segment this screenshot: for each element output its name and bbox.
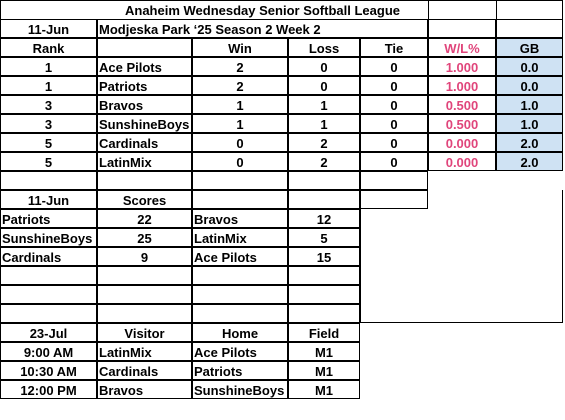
schedule-visitor: LatinMix	[97, 342, 192, 361]
blank-cell	[288, 190, 360, 209]
schedule-home: Ace Pilots	[192, 342, 288, 361]
league-title: Anaheim Wednesday Senior Softball League	[97, 0, 428, 19]
standings-header-rank: Rank	[0, 38, 97, 57]
blank-cell	[97, 285, 192, 304]
blank-cell	[0, 266, 97, 285]
standings-win: 2	[192, 76, 288, 95]
standings-rank: 3	[0, 114, 97, 133]
standings-win: 0	[192, 133, 288, 152]
schedule-header-visitor: Visitor	[97, 323, 192, 342]
standings-tie: 0	[360, 57, 428, 76]
standings-date: 11-Jun	[0, 19, 97, 38]
standings-team: Bravos	[97, 95, 192, 114]
standings-header-loss: Loss	[288, 38, 360, 57]
standings-tie: 0	[360, 114, 428, 133]
standings-loss: 2	[288, 133, 360, 152]
schedule-home: Patriots	[192, 361, 288, 380]
standings-header-pct: W/L%	[428, 38, 496, 57]
blank-cell	[192, 171, 288, 190]
blank-cell	[192, 285, 288, 304]
standings-gb: 1.0	[496, 95, 563, 114]
standings-loss: 1	[288, 114, 360, 133]
blank-cell	[97, 304, 192, 323]
standings-win: 2	[192, 57, 288, 76]
standings-rank: 3	[0, 95, 97, 114]
standings-tie: 0	[360, 133, 428, 152]
standings-pct: 1.000	[428, 57, 496, 76]
score-team2: Ace Pilots	[192, 247, 288, 266]
blank-cell	[288, 304, 360, 323]
blank-cell	[97, 171, 192, 190]
standings-team: Cardinals	[97, 133, 192, 152]
score-value2: 12	[288, 209, 360, 228]
standings-loss: 1	[288, 95, 360, 114]
score-value2: 15	[288, 247, 360, 266]
standings-win: 1	[192, 114, 288, 133]
standings-team: Patriots	[97, 76, 192, 95]
schedule-visitor: Bravos	[97, 380, 192, 399]
blank-cell	[360, 171, 428, 190]
score-value1: 9	[97, 247, 192, 266]
standings-pct: 1.000	[428, 76, 496, 95]
score-team2: Bravos	[192, 209, 288, 228]
standings-team: SunshineBoys	[97, 114, 192, 133]
scores-label: Scores	[97, 190, 192, 209]
standings-pct: 0.000	[428, 133, 496, 152]
schedule-field: M1	[288, 342, 360, 361]
blank-cell	[0, 171, 97, 190]
blank-cell	[288, 171, 360, 190]
standings-pct: 0.000	[428, 152, 496, 171]
standings-loss: 2	[288, 152, 360, 171]
standings-tie: 0	[360, 95, 428, 114]
score-team1: Patriots	[0, 209, 97, 228]
schedule-header-field: Field	[288, 323, 360, 342]
schedule-time: 9:00 AM	[0, 342, 97, 361]
standings-gb: 2.0	[496, 133, 563, 152]
schedule-field: M1	[288, 380, 360, 399]
schedule-date: 23-Jul	[0, 323, 97, 342]
blank-cell	[192, 304, 288, 323]
standings-header-win: Win	[192, 38, 288, 57]
blank-cell	[428, 19, 496, 38]
schedule-header-home: Home	[192, 323, 288, 342]
score-team2: LatinMix	[192, 228, 288, 247]
score-team1: SunshineBoys	[0, 228, 97, 247]
schedule-time: 12:00 PM	[0, 380, 97, 399]
blank-cell	[288, 266, 360, 285]
standings-pct: 0.500	[428, 114, 496, 133]
blank-cell	[496, 19, 563, 38]
blank-cell	[288, 285, 360, 304]
scores-date: 11-Jun	[0, 190, 97, 209]
empty-block	[360, 190, 563, 323]
standings-win: 1	[192, 95, 288, 114]
score-value2: 5	[288, 228, 360, 247]
standings-rank: 1	[0, 76, 97, 95]
score-value1: 25	[97, 228, 192, 247]
score-value1: 22	[97, 209, 192, 228]
standings-gb: 1.0	[496, 114, 563, 133]
standings-loss: 0	[288, 57, 360, 76]
standings-gb: 2.0	[496, 152, 563, 171]
schedule-home: SunshineBoys	[192, 380, 288, 399]
blank-cell	[0, 0, 97, 19]
standings-gb: 0.0	[496, 76, 563, 95]
schedule-field: M1	[288, 361, 360, 380]
blank-cell	[192, 266, 288, 285]
standings-gb: 0.0	[496, 57, 563, 76]
blank-cell	[428, 0, 496, 19]
blank-cell	[496, 0, 563, 19]
blank-cell	[97, 266, 192, 285]
standings-header-gb: GB	[496, 38, 563, 57]
venue-season-week: Modjeska Park ‘25 Season 2 Week 2	[97, 19, 428, 38]
standings-loss: 0	[288, 76, 360, 95]
standings-team: Ace Pilots	[97, 57, 192, 76]
standings-rank: 1	[0, 57, 97, 76]
standings-header-tie: Tie	[360, 38, 428, 57]
blank-cell	[0, 285, 97, 304]
blank-cell	[192, 190, 288, 209]
schedule-time: 10:30 AM	[0, 361, 97, 380]
score-team1: Cardinals	[0, 247, 97, 266]
standings-tie: 0	[360, 152, 428, 171]
schedule-visitor: Cardinals	[97, 361, 192, 380]
standings-win: 0	[192, 152, 288, 171]
standings-header-team	[97, 38, 192, 57]
standings-rank: 5	[0, 152, 97, 171]
standings-team: LatinMix	[97, 152, 192, 171]
standings-rank: 5	[0, 133, 97, 152]
blank-cell	[0, 304, 97, 323]
standings-tie: 0	[360, 76, 428, 95]
standings-pct: 0.500	[428, 95, 496, 114]
